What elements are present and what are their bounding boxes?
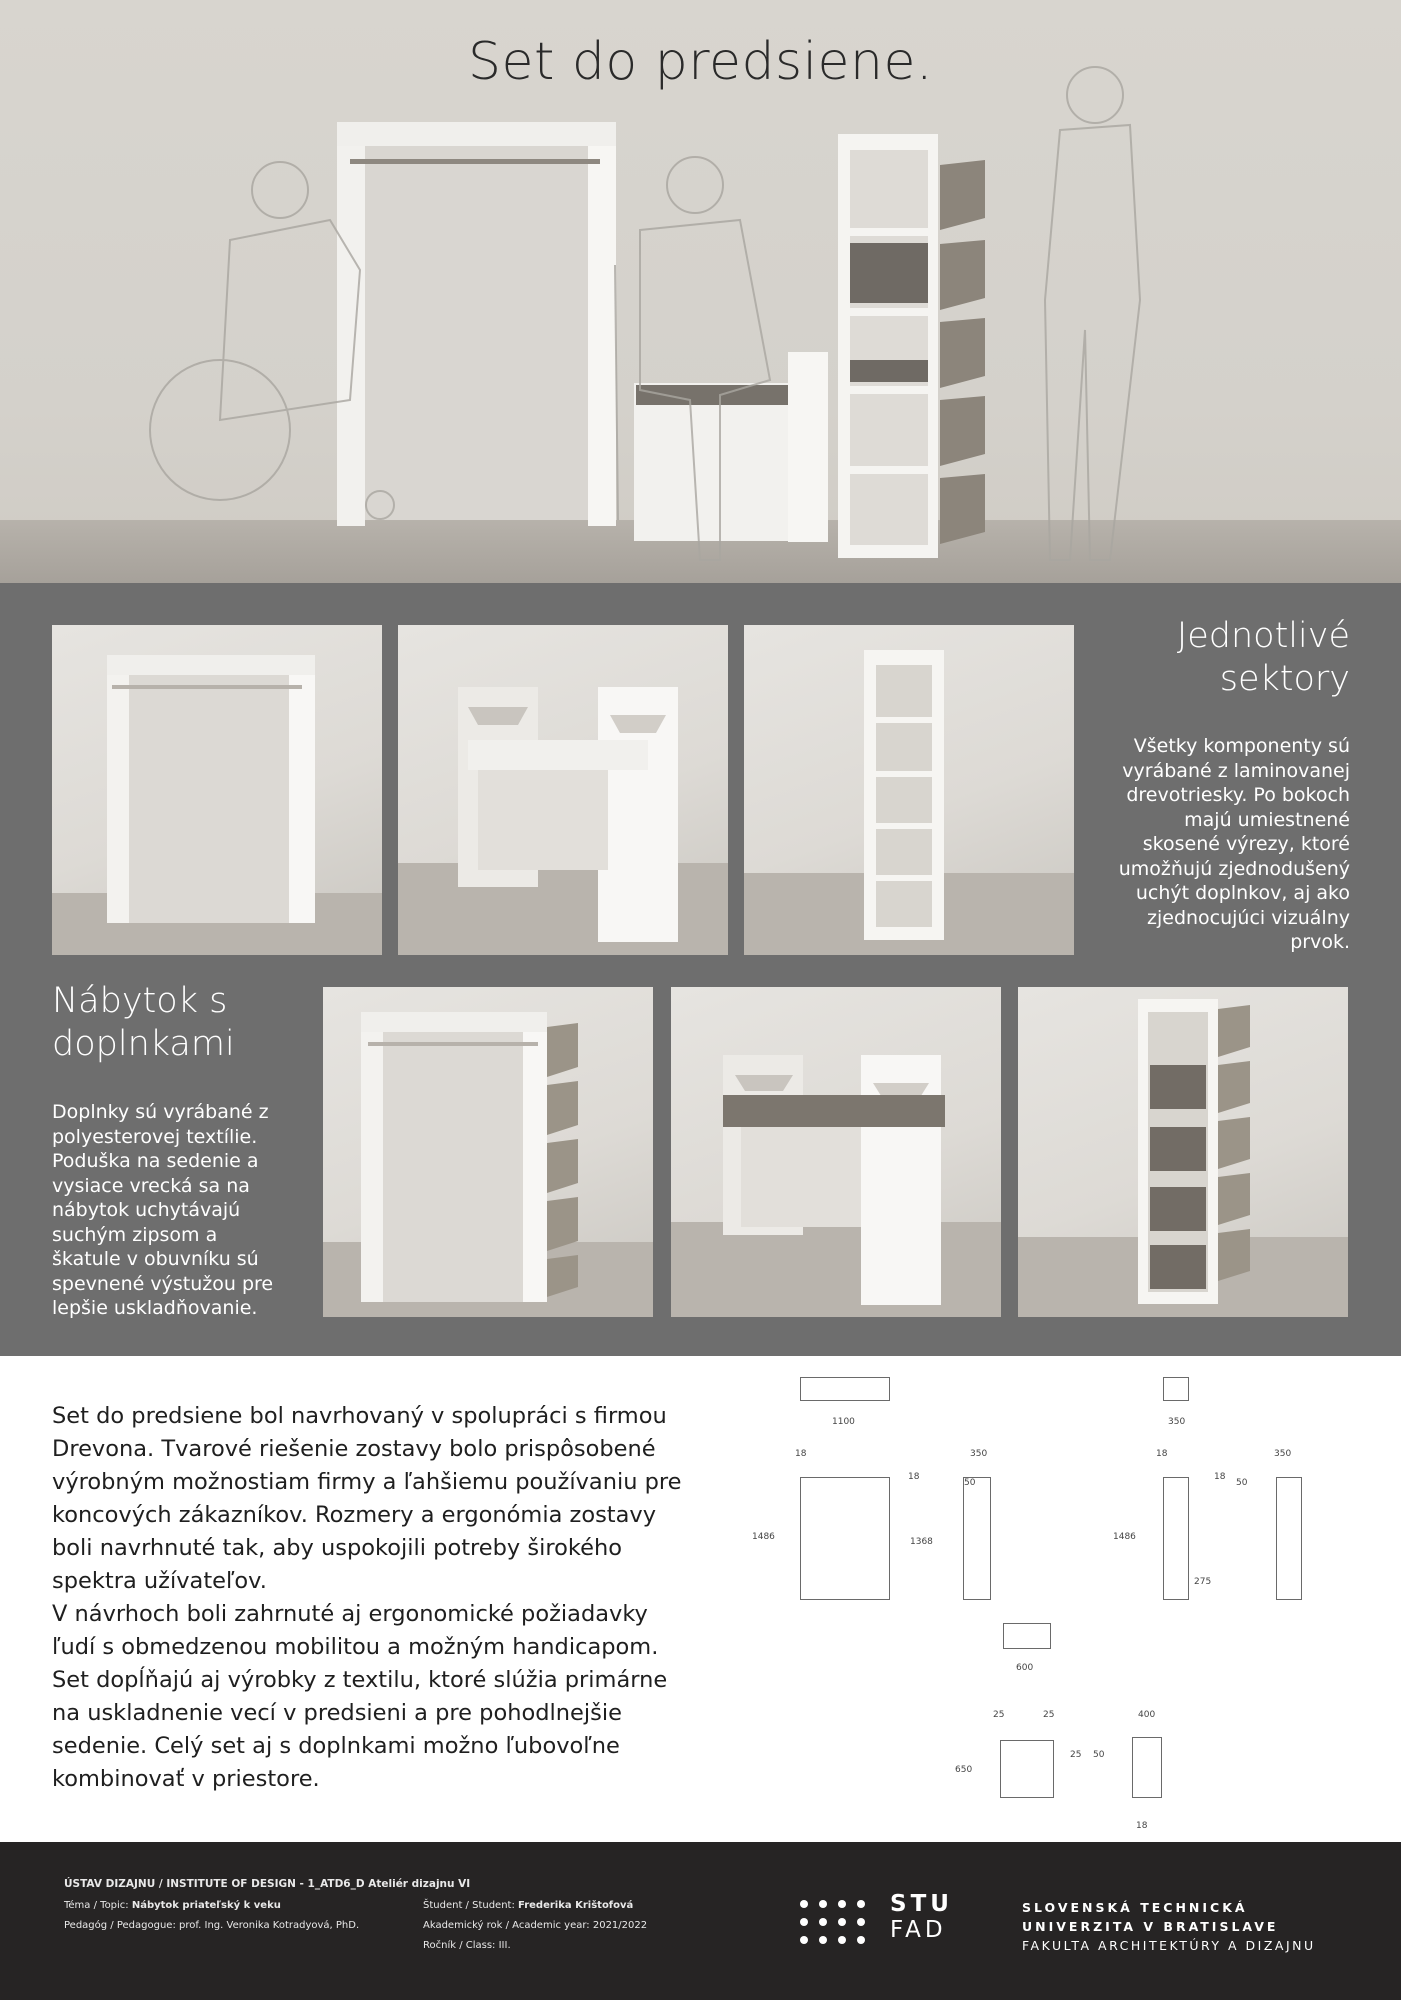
dim-bench-bottom: 18 (1136, 1821, 1148, 1831)
wardrobe-side-view (963, 1477, 991, 1600)
text-line: zjednocujúci vizuálny (1147, 906, 1350, 929)
photo-shelf (744, 625, 1074, 955)
shelf-side-view (1276, 1477, 1302, 1600)
accessories-heading-line2: doplnkami (52, 1024, 235, 1064)
text-line: prvok. (1290, 931, 1350, 953)
dim-bench-seat-board: 25 (1070, 1750, 1082, 1760)
dim-bench-side-right: 25 (1043, 1710, 1055, 1720)
footer-pedagogue (64, 1920, 359, 1931)
dim-shelf-spacing: 275 (1194, 1577, 1212, 1587)
photo-wardrobe-accessories (323, 987, 653, 1317)
dim-wardrobe-side: 18 (795, 1449, 807, 1459)
dim-shelf-height: 1486 (1113, 1532, 1136, 1542)
technical-drawings (740, 1365, 1360, 1835)
photo-wardrobe (52, 625, 382, 955)
text-line: suchým zipsom a (52, 1223, 218, 1246)
text-line: kombinovať v priestore. (52, 1766, 320, 1792)
text-line: Drevona. Tvarové riešenie zostavy bolo prispôsobené (52, 1436, 656, 1462)
text-line: koncových zákazníkov. Rozmery a ergonómia zostavy (52, 1502, 657, 1528)
footer (0, 1842, 1401, 2000)
dim-bench-depth: 400 (1138, 1710, 1156, 1720)
photo-bench-cushion (671, 987, 1001, 1317)
text-line: nábytok uchytávajú (52, 1199, 241, 1221)
text-line: ľudí s obmedzenou mobilitou a možným handicapom. (52, 1634, 659, 1660)
footer-institute: ÚSTAV DIZAJNU / INSTITUTE OF DESIGN - 1_ATD6_D Ateliér dizajnu VI (64, 1878, 471, 1890)
page-title: Set do predsiene. (467, 32, 934, 92)
dim-wardrobe-top-board: 18 (908, 1472, 920, 1482)
footer-year-label: Akademický rok / Academic year: (423, 1920, 593, 1931)
dim-wardrobe-cutout: 50 (964, 1478, 976, 1488)
text-line: uchýt doplnkov, aj ako (1135, 882, 1350, 904)
photo-shelf-boxes (1018, 987, 1348, 1317)
dim-wardrobe-height: 1486 (752, 1532, 775, 1542)
university-line2: UNIVERZITA V BRATISLAVE (1022, 1919, 1279, 1934)
text-line: Set dopĺňajú aj výrobky z textilu, ktoré slúžia primárne (52, 1667, 668, 1693)
dim-bench-height: 650 (955, 1765, 973, 1775)
text-line: škatule v obuvníku sú (52, 1248, 259, 1270)
text-line: vysiace vrecká sa na (52, 1174, 250, 1197)
text-line: sedenie. Celý set aj s doplnkami možno ľubovoľne (52, 1733, 620, 1759)
bench-top-view (1003, 1623, 1051, 1649)
text-line: Všetky komponenty sú (1133, 735, 1350, 757)
dim-wardrobe-width: 1100 (832, 1417, 855, 1427)
footer-pedagogue-value: prof. Ing. Veronika Kotradyová, PhD. (179, 1920, 360, 1931)
university-line3: FAKULTA ARCHITEKTÚRY A DIZAJNU (1022, 1938, 1316, 1953)
text-line: drevotriesky. Po bokoch (1126, 784, 1350, 806)
accessories-heading (52, 980, 322, 1066)
university-name (1022, 1898, 1316, 1955)
sectors-heading (1060, 615, 1350, 701)
logo-fad: FAD (890, 1917, 947, 1943)
text-line: majú umiestnené (1184, 808, 1350, 831)
dim-shelf-depth: 350 (1274, 1449, 1292, 1459)
text-line: boli navrhnuté tak, aby uspokojili potreby širokého (52, 1535, 622, 1561)
stu-fad-logo (800, 1900, 880, 1970)
text-line: výrobným možnostiam firmy a ľahšiemu používaniu pre (52, 1469, 682, 1495)
dim-bench-width: 600 (1016, 1663, 1034, 1673)
text-line: na uskladnenie vecí v predsieni a pre pohodlnejšie (52, 1700, 622, 1726)
shelf-top-view (1163, 1377, 1189, 1401)
text-line: Poduška na sedenie a (52, 1150, 259, 1172)
dim-wardrobe-inner-height: 1368 (910, 1537, 933, 1547)
bench-front-view (1000, 1740, 1054, 1798)
footer-class (423, 1940, 511, 1951)
footer-year (423, 1920, 647, 1931)
hero-render (0, 0, 1401, 583)
dim-bench-cutout: 50 (1093, 1750, 1105, 1760)
description-text (52, 1400, 732, 1796)
photo-bench (398, 625, 728, 955)
footer-student-label: Študent / Student: (423, 1900, 519, 1911)
footer-student-value: Frederika Krištofová (518, 1900, 634, 1911)
shelf-front-view (1163, 1477, 1189, 1600)
footer-class-label: Ročník / Class: (423, 1940, 499, 1951)
dim-shelf-width: 350 (1168, 1417, 1186, 1427)
dim-shelf-cutout: 50 (1236, 1478, 1248, 1488)
university-line1: SLOVENSKÁ TECHNICKÁ (1022, 1900, 1248, 1915)
text-line: V návrhoch boli zahrnuté aj ergonomické požiadavky (52, 1601, 648, 1627)
text-line: skosené výrezy, ktoré (1142, 833, 1350, 855)
dim-shelf-top-board: 18 (1214, 1472, 1226, 1482)
bench-side-view (1132, 1737, 1162, 1798)
sectors-heading-line1: Jednotlivé (1176, 616, 1350, 656)
footer-pedagogue-label: Pedagóg / Pedagogue: (64, 1920, 179, 1931)
dim-wardrobe-depth: 350 (970, 1449, 988, 1459)
text-line: umožňujú zjednodušený (1118, 857, 1350, 880)
wardrobe-front-view (800, 1477, 890, 1600)
text-line: Doplnky sú vyrábané z (52, 1101, 269, 1123)
sectors-text (1060, 734, 1350, 955)
footer-topic-value: Nábytok priateľský k veku (131, 1900, 281, 1911)
logo-stu: STU (890, 1891, 953, 1917)
accessories-text (52, 1100, 322, 1321)
dim-bench-side-left: 25 (993, 1710, 1005, 1720)
text-line: spevnené výstužou pre (52, 1272, 274, 1295)
text-line: vyrábané z laminovanej (1122, 759, 1350, 782)
text-line: lepšie uskladňovanie. (52, 1297, 258, 1319)
text-line: spektra užívateľov. (52, 1568, 267, 1594)
wardrobe-top-view (800, 1377, 890, 1401)
text-line: polyesterovej textílie. (52, 1125, 258, 1148)
accessories-heading-line1: Nábytok s (52, 981, 228, 1021)
footer-student (423, 1900, 633, 1911)
footer-topic-label: Téma / Topic: (64, 1900, 132, 1911)
footer-topic (64, 1900, 281, 1911)
footer-year-value: 2021/2022 (592, 1920, 648, 1931)
footer-class-value: III. (498, 1940, 511, 1951)
text-line: Set do predsiene bol navrhovaný v spolupráci s firmou (52, 1403, 667, 1429)
sectors-heading-line2: sektory (1219, 659, 1350, 699)
dim-shelf-side: 18 (1156, 1449, 1168, 1459)
